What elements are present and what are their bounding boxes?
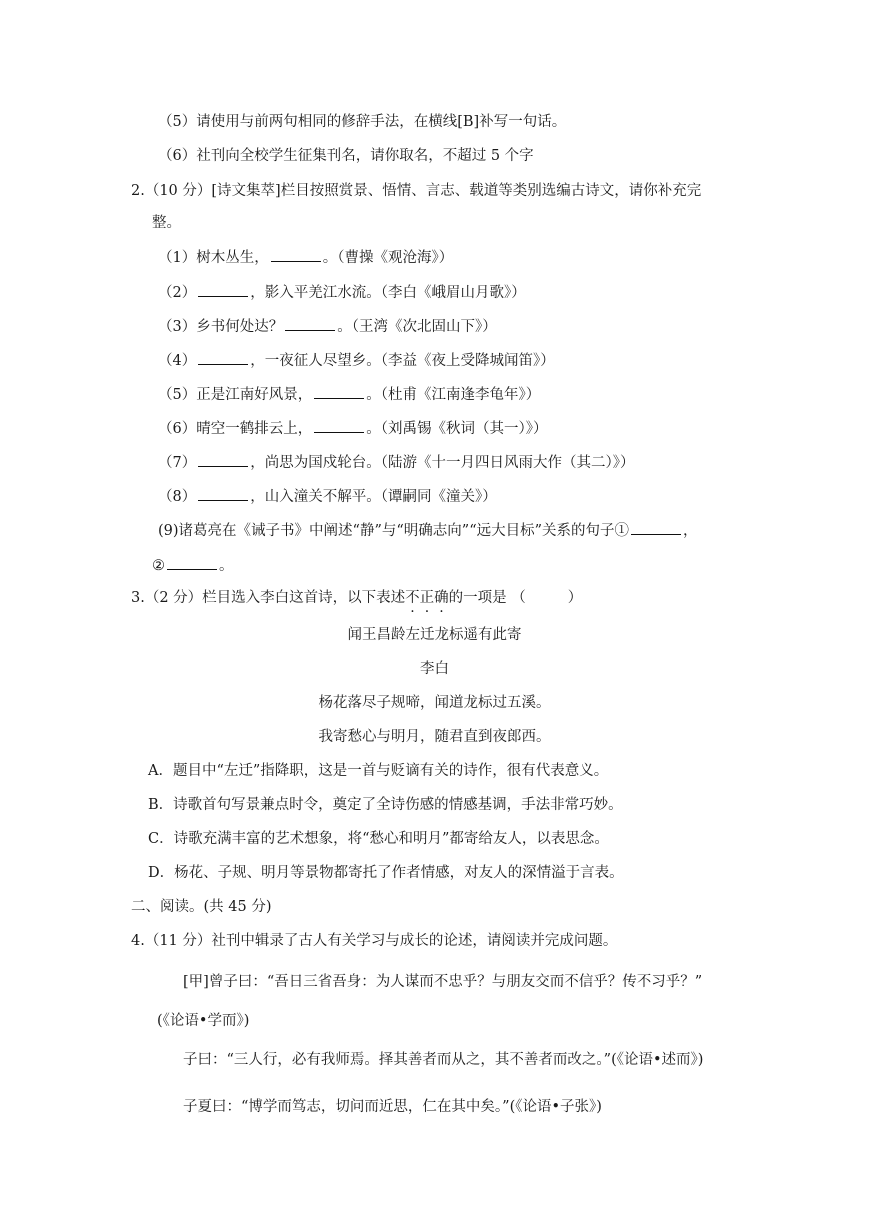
q3-stem xyxy=(131,588,582,608)
q1-sub5: （5）请使用与前两句相同的修辞手法，在横线[B]补写一句话。 xyxy=(158,114,567,130)
q2-sub1 xyxy=(158,247,453,268)
q2-sub5 xyxy=(158,384,540,405)
q2-sub2 xyxy=(158,282,526,303)
emphasis-char: 不 xyxy=(405,590,420,606)
q2-stem: 2.（10 分）[诗文集萃]栏目按照赏景、悟情、言志、载道等类别选编古诗文，请你补充完 xyxy=(131,183,702,199)
q2-sub2-source: ，影入平羌江水流。（李白《峨眉山月歌》） xyxy=(250,285,526,301)
q2-sub6-source: 。（刘禹锡《秋词（其一）》） xyxy=(366,421,548,437)
answer-blank[interactable] xyxy=(198,486,248,501)
q2-sub8 xyxy=(158,486,497,507)
q2-sub9-comma: ， xyxy=(683,523,698,539)
q3-stem-text: 3.（2 分）栏目选入李白这首诗，以下表述 xyxy=(131,590,406,606)
answer-blank[interactable] xyxy=(285,316,335,331)
q2-sub7-text: （7） xyxy=(158,455,197,471)
q2-sub4-text: （4） xyxy=(158,353,197,369)
q2-sub4-source: ，一夜征人尽望乡。（李益《夜上受降城闻笛》） xyxy=(250,353,555,369)
q3-stem-close: ） xyxy=(567,590,583,606)
q4-stem: 4.（11 分）社刊中辑录了古人有关学习与成长的论述，请阅读并完成问题。 xyxy=(131,933,618,949)
poem-line-1: 杨花落尽子规啼，闻道龙标过五溪。 xyxy=(318,695,551,711)
emphasis-char: 正 xyxy=(419,590,435,606)
poem-author: 李白 xyxy=(420,661,449,677)
passage-line-2: 子曰：“三人行，必有我师焉。择其善者而从之，其不善者而改之。”(《论语•述而》) xyxy=(183,1052,704,1068)
q1-sub6: （6）社刊向全校学生征集刊名，请你取名，不超过 5 个字 xyxy=(158,148,534,164)
q2-sub7-source: ，尚思为国戍轮台。（陆游《十一月四日风雨大作（其二）》） xyxy=(250,455,635,471)
answer-blank[interactable] xyxy=(314,384,364,399)
q2-sub7 xyxy=(158,452,634,473)
q2-sub5-source: 。（杜甫《江南逢李龟年》） xyxy=(366,387,541,403)
q2-sub6 xyxy=(158,418,547,439)
q2-sub1-text: （1）树木丛生， xyxy=(158,250,269,266)
q2-sub9-text: (9)诸葛亮在《诫子书》中阐述“静”与“明确志向”“远大目标”关系的句子① xyxy=(158,523,630,539)
answer-blank[interactable] xyxy=(271,247,321,262)
q2-sub9-marker: ② xyxy=(152,558,165,574)
option-b[interactable]: B．诗歌首句写景兼点时令，奠定了全诗伤感的情感基调，手法非常巧妙。 xyxy=(148,797,623,813)
answer-blank[interactable] xyxy=(167,555,217,570)
q2-sub9-cont xyxy=(152,555,234,576)
q3-stem-text-2: 的一项是 （ xyxy=(448,590,526,606)
q2-sub5-text: （5）正是江南好风景， xyxy=(158,387,313,403)
answer-blank[interactable] xyxy=(198,282,248,297)
option-c[interactable]: C．诗歌充满丰富的艺术想象，将“愁心和明月”都寄给友人，以表思念。 xyxy=(148,831,609,847)
q2-sub2-text: （2） xyxy=(158,285,197,301)
q2-sub6-text: （6）晴空一鹤排云上， xyxy=(158,421,313,437)
q2-sub3 xyxy=(158,316,497,337)
q2-sub1-source: 。（曹操《观沧海》） xyxy=(322,250,454,266)
answer-blank[interactable] xyxy=(314,418,364,433)
option-d[interactable]: D．杨花、子规、明月等景物都寄托了作者情感，对友人的深情溢于言表。 xyxy=(148,865,624,881)
q2-stem-cont: 整。 xyxy=(152,215,181,231)
answer-blank[interactable] xyxy=(198,452,248,467)
option-a[interactable]: A．题目中“左迁”指降职，这是一首与贬谪有关的诗作，很有代表意义。 xyxy=(148,763,609,779)
answer-blank[interactable] xyxy=(198,350,248,365)
passage-jia-source: (《论语•学而》) xyxy=(157,1013,250,1029)
passage-jia-line-1: [甲]曾子曰：“吾日三省吾身：为人谋而不忠乎？与朋友交而不信乎？传不习乎？” xyxy=(183,974,703,990)
poem-line-2: 我寄愁心与明月，随君直到夜郎西。 xyxy=(318,729,551,745)
answer-blank[interactable] xyxy=(631,520,681,535)
q2-sub3-source: 。（王湾《次北固山下》） xyxy=(337,319,497,335)
section-heading: 二、阅读。(共 45 分) xyxy=(131,899,272,915)
q2-sub8-text: （8） xyxy=(158,489,197,505)
passage-line-3: 子夏曰：“博学而笃志，切问而近思，仁在其中矣。”(《论语•子张》) xyxy=(183,1099,602,1115)
q2-sub9 xyxy=(158,520,698,541)
q2-sub9-period: 。 xyxy=(219,558,234,574)
emphasis-char: 确 xyxy=(434,590,449,606)
q2-sub3-text: （3）乡书何处达？ xyxy=(158,319,284,335)
poem-title: 闻王昌龄左迁龙标遥有此寄 xyxy=(347,627,522,643)
q2-sub8-source: ，山入潼关不解平。（谭嗣同《潼关》） xyxy=(250,489,497,505)
q2-sub4 xyxy=(158,350,555,371)
